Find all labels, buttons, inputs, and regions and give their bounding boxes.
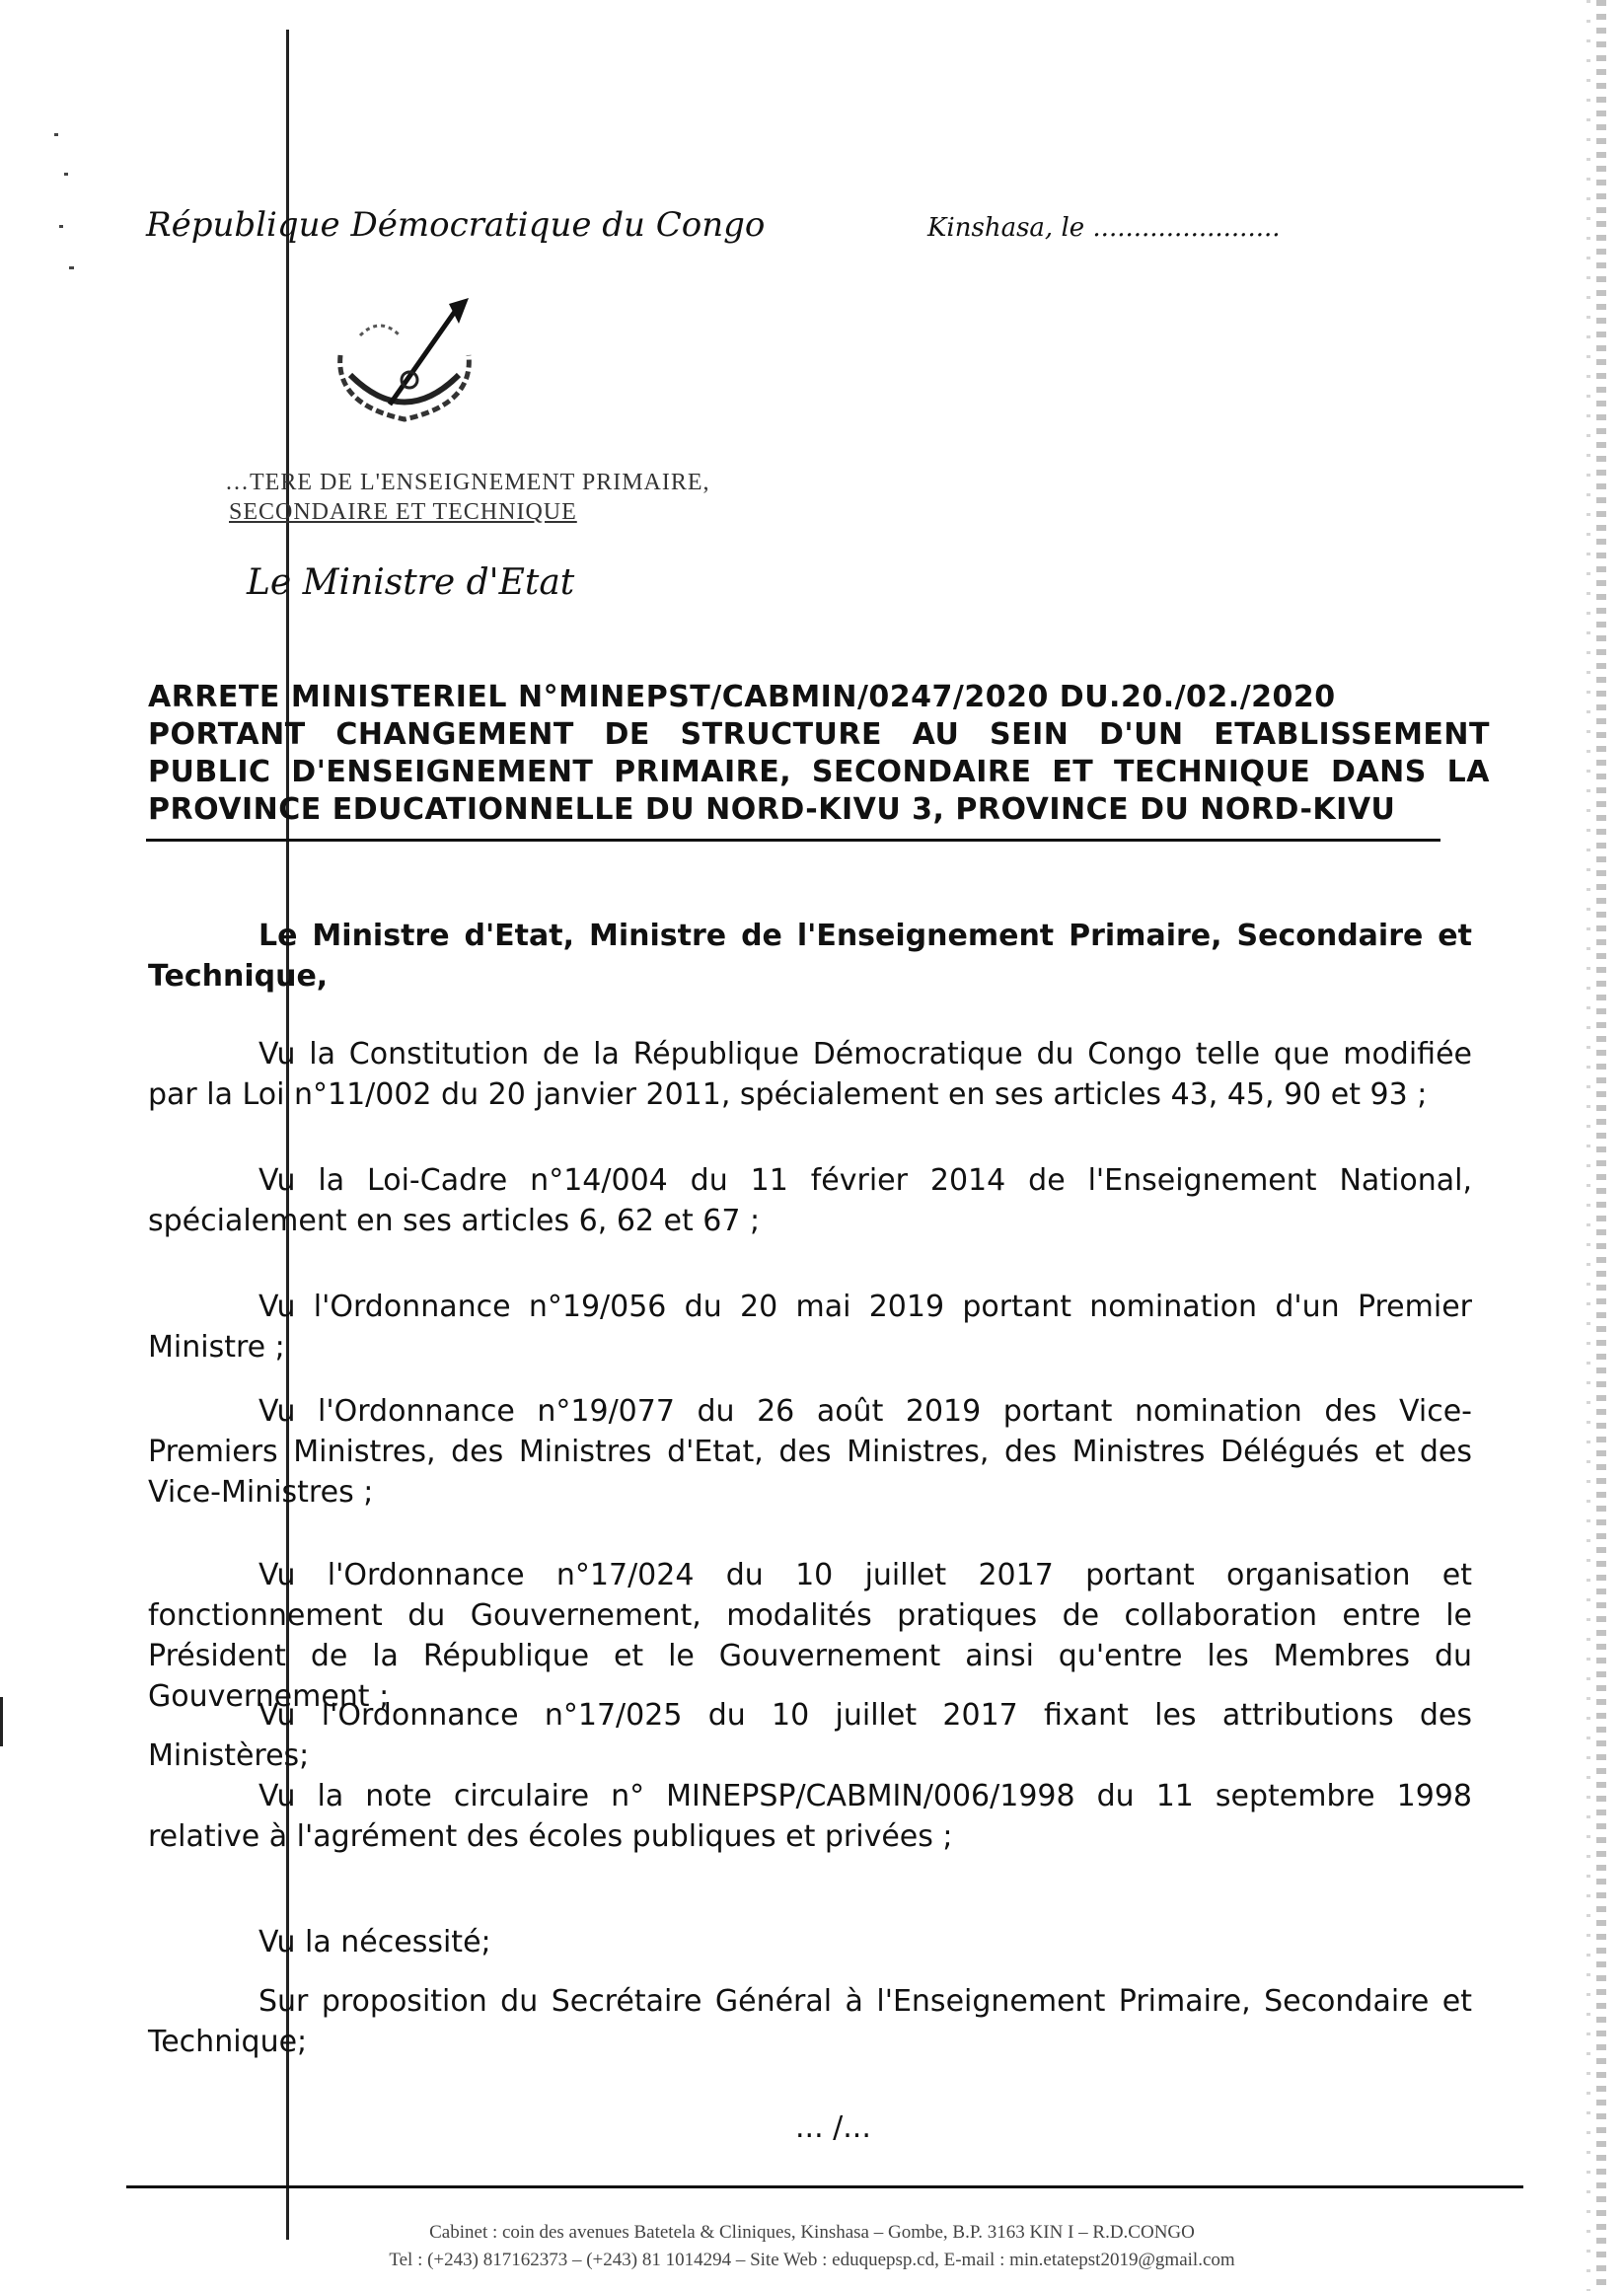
ministry-line-1: …TERE DE L'ENSEIGNEMENT PRIMAIRE, <box>225 470 710 495</box>
minister-title: Le Ministre d'Etat <box>247 562 575 603</box>
country-name: République Démocratique du Congo <box>146 205 766 245</box>
considerant-proposition: Sur proposition du Secrétaire Général à l'Enseignement Primaire, Secondaire et Technique; <box>148 1984 1472 2059</box>
considerant-ordonnance-19-056: Vu l'Ordonnance n°19/056 du 20 mai 2019 portant nomination d'un Premier Ministre ; <box>148 1290 1472 1365</box>
decree-title <box>148 679 1490 829</box>
ministry-line-2: SECONDAIRE ET TECHNIQUE <box>229 499 577 525</box>
considerant-ordonnance-17-024: Vu l'Ordonnance n°17/024 du 10 juillet 2017 portant organisation et fonctionnement du Gouvernement, modalités pratiques de collaboration entre le Président de la République et le Gouvernement ainsi qu'entre les Membres du Gouvernement ; <box>148 1558 1472 1714</box>
decree-title-line-3: PUBLIC D'ENSEIGNEMENT PRIMAIRE, SECONDAIRE ET TECHNIQUE DANS LA <box>148 755 1490 789</box>
page-continuation: ... /... <box>795 2110 871 2145</box>
decree-title-line-2: PORTANT CHANGEMENT DE STRUCTURE AU SEIN D'UN ETABLISSEMENT <box>148 717 1490 752</box>
footer-contact: Tel : (+243) 817162373 – (+243) 81 1014294 – Site Web : eduquepsp.cd, E-mail : min.etatepst2019@gmail.com <box>389 2250 1235 2270</box>
scan-edge-artifact <box>1596 0 1606 2291</box>
city-date: Kinshasa, le ....................... <box>927 213 1281 243</box>
coat-of-arms-emblem <box>321 296 488 434</box>
considerant-ordonnance-17-025: Vu l'Ordonnance n°17/025 du 10 juillet 2017 fixant les attributions des Ministères; <box>148 1698 1472 1773</box>
considerant-constitution: Vu la Constitution de la République Démocratique du Congo telle que modifiée par la Loi n°11/002 du 20 janvier 2011, spécialement en ses articles 43, 45, 90 et 93 ; <box>148 1037 1472 1112</box>
scan-vertical-line <box>286 30 289 2240</box>
considerant-ordonnance-19-077: Vu l'Ordonnance n°19/077 du 26 août 2019 portant nomination des Vice-Premiers Ministres, des Ministres d'Etat, des Ministres, des Ministres Délégués et des Vice-Ministres ; <box>148 1394 1472 1510</box>
title-underline <box>146 839 1440 842</box>
footer-address: Cabinet : coin des avenues Batetela & Cliniques, Kinshasa – Gombe, B.P. 3163 KIN I – R.D.CONGO <box>429 2222 1195 2243</box>
scan-speck <box>64 173 68 176</box>
considerant-necessite: Vu la nécessité; <box>258 1925 491 1959</box>
considerant-loi-cadre: Vu la Loi-Cadre n°14/004 du 11 février 2014 de l'Enseignement National, spécialement en ses articles 6, 62 et 67 ; <box>148 1163 1472 1238</box>
scan-speck <box>59 225 63 228</box>
preamble-intro: Le Ministre d'Etat, Ministre de l'Enseignement Primaire, Secondaire et Technique, <box>148 919 1472 994</box>
decree-title-line-1: ARRETE MINISTERIEL N°MINEPST/CABMIN/0247/2020 DU.20./02./2020 <box>148 680 1336 714</box>
scan-speck <box>54 133 58 136</box>
scan-speck <box>0 1697 3 1746</box>
scan-speck <box>69 266 74 269</box>
scan-edge-artifact-inner <box>1587 0 1590 2291</box>
considerant-note-circulaire: Vu la note circulaire n° MINEPSP/CABMIN/006/1998 du 11 septembre 1998 relative à l'agrément des écoles publiques et privées ; <box>148 1779 1472 1854</box>
decree-title-line-4: PROVINCE EDUCATIONNELLE DU NORD-KIVU 3, PROVINCE DU NORD-KIVU <box>148 792 1396 827</box>
footer-rule <box>126 2185 1523 2188</box>
